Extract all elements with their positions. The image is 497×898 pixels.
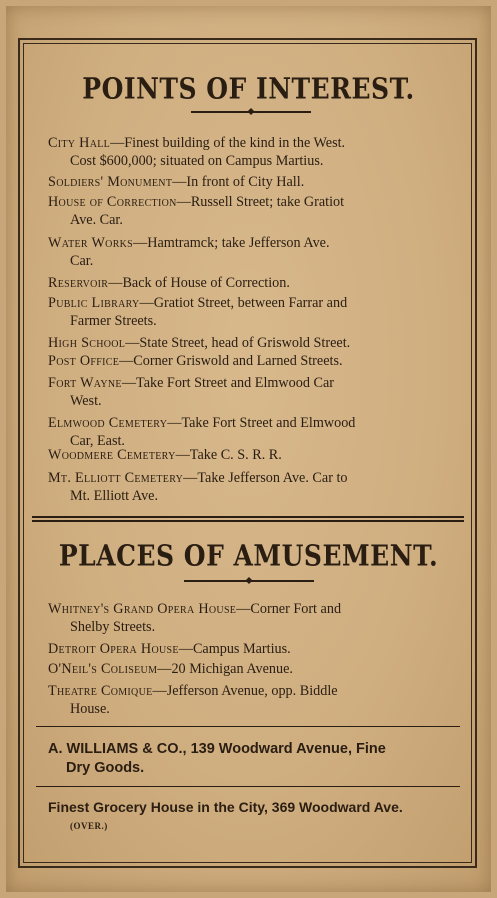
entry-text: —Campus Martius. [178, 641, 291, 657]
entry-continuation: Mt. Elliott Ave. [70, 488, 159, 504]
entry-text: —In front of City Hall. [172, 174, 305, 190]
entry-name: Fort Wayne [48, 375, 122, 391]
list-item [48, 334, 453, 352]
list-item [48, 469, 453, 505]
entry-continuation: House. [70, 701, 110, 717]
list-item [48, 173, 453, 191]
entry-name: Water Works [48, 235, 134, 251]
list-item [48, 294, 453, 330]
entry-text: —Back of House of Correction. [108, 275, 290, 291]
entry-continuation: West. [70, 393, 102, 409]
entry-name: Elmwood Cemetery [48, 415, 168, 431]
entry-continuation: Shelby Streets. [70, 619, 156, 635]
points-heading: POINTS OF INTEREST. [82, 71, 415, 106]
amusement-heading: PLACES OF AMUSEMENT. [58, 538, 439, 573]
entry-text: —Russell Street; take Gratiot [176, 194, 345, 210]
grocery-ad: Finest Grocery House in the City, 369 Woodward Ave. [48, 799, 403, 815]
entry-text: —Take C. S. R. R. [175, 447, 282, 463]
entry-name: Post Office [48, 353, 120, 369]
list-item [48, 193, 453, 229]
points-ornament [191, 111, 311, 113]
over-note: (OVER.) [70, 821, 108, 831]
entry-text: —Corner Griswold and Larned Streets. [119, 353, 343, 369]
entry-name: Whitney's Grand Opera House [48, 601, 237, 617]
entry-text: —20 Michigan Avenue. [157, 661, 293, 677]
section-divider [32, 516, 464, 522]
entry-text: —Take Jefferson Ave. Car to [183, 470, 348, 486]
list-item [48, 234, 453, 270]
list-item [48, 414, 453, 450]
entry-name: Mt. Elliott Cemetery [48, 470, 184, 486]
entry-name: House of Correction [48, 194, 177, 210]
entry-text: —Gratiot Street, between Farrar and [139, 295, 348, 311]
entry-continuation: Car. [70, 253, 94, 269]
williams-ad [48, 740, 458, 778]
entry-text: —Corner Fort and [236, 601, 342, 617]
entry-text: —Finest building of the kind in the West. [110, 135, 346, 151]
entry-name: Soldiers' Monument [48, 174, 173, 190]
entry-name: Theatre Comique [48, 683, 153, 699]
williams-ad-line1: A. WILLIAMS & CO., 139 Woodward Avenue, Fine [48, 741, 386, 757]
entry-name: City Hall [48, 135, 111, 151]
entry-continuation: Ave. Car. [70, 212, 123, 228]
entry-continuation: Cost $600,000; situated on Campus Martius. [70, 153, 324, 169]
list-item [48, 274, 453, 292]
entry-continuation: Car, East. [70, 433, 125, 449]
entry-text: —Take Fort Street and Elmwood Car [121, 375, 334, 391]
list-item [48, 374, 453, 410]
williams-ad-line2: Dry Goods. [66, 760, 145, 776]
entry-name: Reservoir [48, 275, 109, 291]
entry-text: —Hamtramck; take Jefferson Ave. [133, 235, 330, 251]
list-item [48, 600, 453, 636]
entry-text: —State Street, head of Griswold Street. [125, 335, 351, 351]
entry-name: Public Library [48, 295, 140, 311]
list-item [48, 660, 453, 678]
entry-name: Woodmere Cemetery [48, 447, 176, 463]
list-item [48, 352, 453, 370]
entry-name: Detroit Opera House [48, 641, 179, 657]
entry-text: —Jefferson Avenue, opp. Biddle [152, 683, 338, 699]
entry-continuation: Farmer Streets. [70, 313, 157, 329]
list-item [48, 640, 453, 658]
entry-text: —Take Fort Street and Elmwood [167, 415, 356, 431]
card [6, 6, 491, 892]
ad-rule-bottom [36, 786, 460, 787]
ad-rule-top [36, 726, 460, 727]
list-item [48, 446, 453, 464]
amusement-ornament [184, 580, 314, 582]
entry-name: High School [48, 335, 126, 351]
list-item [48, 134, 453, 170]
entry-name: O'Neil's Coliseum [48, 661, 158, 677]
list-item [48, 682, 453, 718]
